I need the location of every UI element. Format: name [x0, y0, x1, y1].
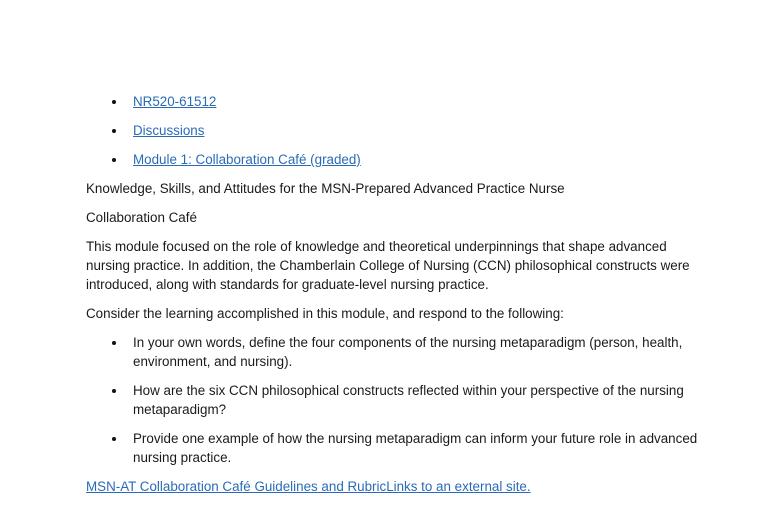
module-link[interactable]: Module 1: Collaboration Café (graded)	[133, 152, 361, 167]
guidelines-paragraph	[86, 477, 706, 496]
page-subtitle: Collaboration Café	[86, 210, 197, 225]
breadcrumb-item-module	[86, 150, 706, 169]
question-item: In your own words, define the four components of the nursing metaparadigm (person, health, environment, and nursing).	[86, 333, 706, 371]
discussion-content	[86, 92, 706, 506]
breadcrumb-item-course	[86, 92, 706, 111]
discussions-link[interactable]: Discussions	[133, 123, 205, 138]
page-title: Knowledge, Skills, and Attitudes for the MSN-Prepared Advanced Practice Nurse	[86, 181, 565, 196]
intro-paragraph: This module focused on the role of knowledge and theoretical underpinnings that shape advanced nursing practice. In addition, the Chamberlain College of Nursing (CCN) philosophical constructs were introduced, along with standards for graduate-level nursing practice.	[86, 239, 690, 292]
question-list	[86, 333, 706, 467]
breadcrumb	[86, 92, 706, 169]
question-item: How are the six CCN philosophical constructs reflected within your perspective of the nursing metaparadigm?	[86, 381, 706, 419]
prompt-paragraph: Consider the learning accomplished in this module, and respond to the following:	[86, 306, 564, 321]
question-item: Provide one example of how the nursing metaparadigm can inform your future role in advanced nursing practice.	[86, 429, 706, 467]
guidelines-link[interactable]: MSN-AT Collaboration Café Guidelines and RubricLinks to an external site.	[86, 479, 531, 494]
course-link[interactable]: NR520-61512	[133, 94, 217, 109]
breadcrumb-item-discussions	[86, 121, 706, 140]
